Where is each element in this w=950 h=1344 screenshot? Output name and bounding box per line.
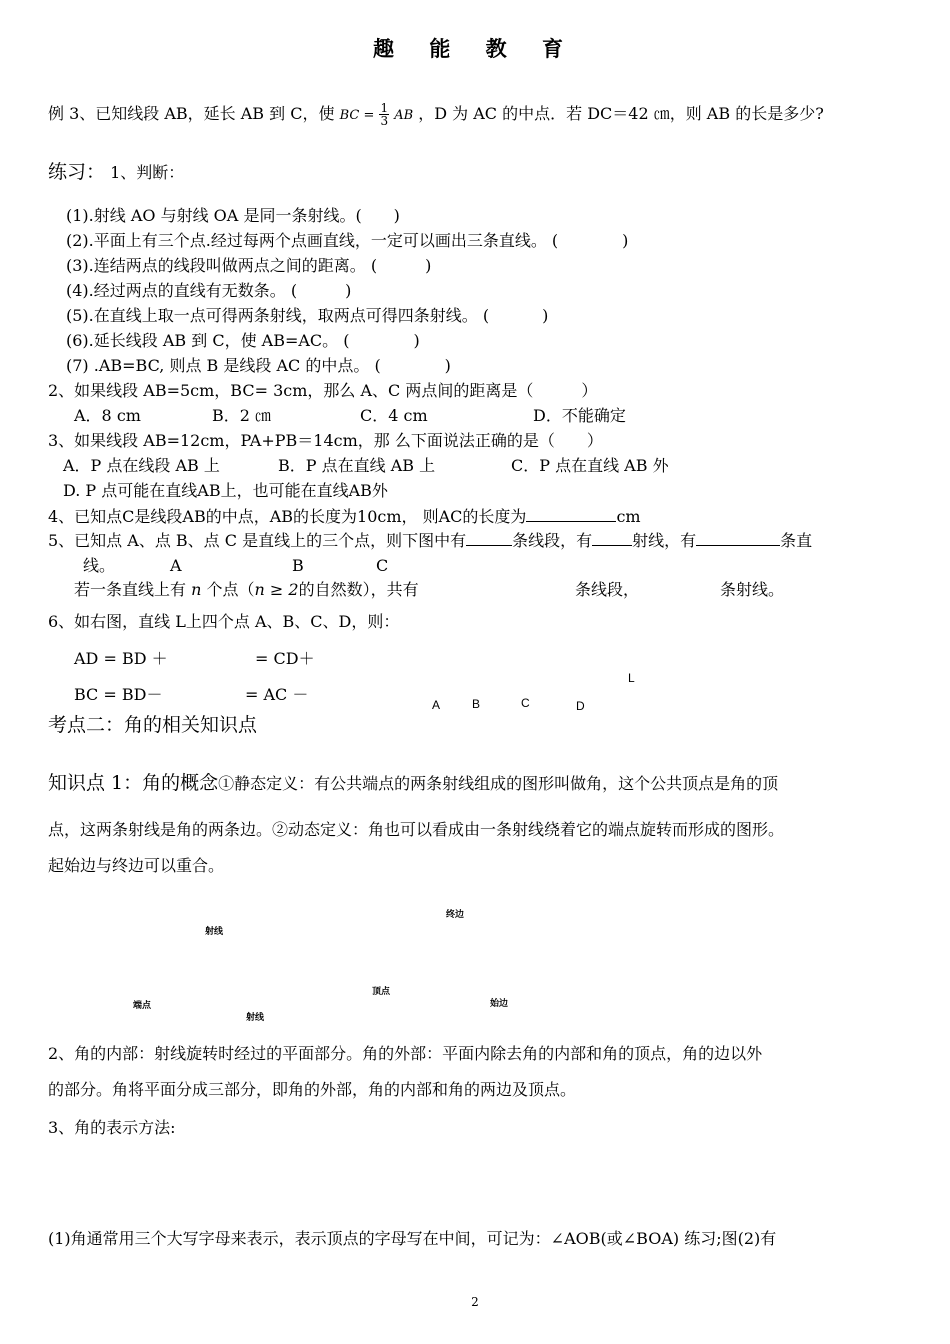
page-title: 趣 能 教 育 <box>373 36 577 61</box>
knowledge-1-line-2: 点，这两条射线是角的两条边。②动态定义：角也可以看成由一条射线绕着它的端点旋转而形成的图形。 <box>48 820 785 839</box>
q5-part-3: 射线，有 <box>632 531 697 550</box>
q6-eq-2-left: BC = BD－ <box>74 685 163 704</box>
knowledge-3-item-1: (1)角通常用三个大写字母来表示，表示顶点的字母写在中间，可记为：∠AOB(或∠BOA) 练习;图(2)有 <box>48 1229 777 1248</box>
judge-item: (7) .AB=BC, 则点 B 是线段 AC 的中点。 ( ) <box>66 356 451 375</box>
q6-eq-1-right: = CD＋ <box>255 649 315 668</box>
practice-heading-row <box>48 163 184 182</box>
q5-point-a: A <box>170 556 182 575</box>
q2-option-c: C．4 cm <box>360 406 428 425</box>
q5-line-3-c: 的自然数），共有 <box>298 580 419 599</box>
knowledge-1-text: ①静态定义：有公共端点的两条射线组成的图形叫做角，这个公共顶点是角的顶 <box>218 774 779 793</box>
q5-line-3 <box>74 582 419 598</box>
knowledge-3-heading: 3、角的表示方法: <box>48 1118 176 1137</box>
judge-item: (3).连结两点的线段叫做两点之间的距离。 ( ) <box>66 256 432 275</box>
figure-label-c: C <box>521 696 530 710</box>
example-3 <box>48 102 824 127</box>
figure-label-a: A <box>432 698 441 712</box>
figure-label-ray-bottom: 射线 <box>246 1013 265 1023</box>
figure-label-start-side: 始边 <box>490 999 509 1009</box>
judge-item: (1).射线 AO 与射线 OA 是同一条射线。( ) <box>66 206 400 225</box>
fraction-numerator: 1 <box>380 101 389 115</box>
judge-item: (5).在直线上取一点可得两条射线，取两点可得四条射线。 ( ) <box>66 306 549 325</box>
ab-label: AB <box>394 108 414 123</box>
q5-point-b: B <box>292 556 304 575</box>
q5-line-3-d: 条线段， <box>575 580 640 599</box>
q3-option-d: D. P 点可能在直线AB上，也可能在直线AB外 <box>63 481 388 500</box>
q3-option-c: C．P 点在直线 AB 外 <box>511 456 669 475</box>
judge-item: (6).延长线段 AB 到 C，使 AB=AC。 ( ) <box>66 331 420 350</box>
q2-option-a: A．8 cm <box>74 406 141 425</box>
judge-item: (2).平面上有三个点.经过每两个点画直线，一定可以画出三条直线。 ( ) <box>66 231 629 250</box>
figure-label-d: D <box>576 699 585 713</box>
question-1-label: 1、判断： <box>110 163 185 182</box>
q3-option-a: A．P 点在线段 AB 上 <box>63 456 220 475</box>
fraction-one-third <box>379 102 389 127</box>
q3-option-b: B．P 点在直线 AB 上 <box>278 456 436 475</box>
figure-label-end-side: 终边 <box>446 910 465 920</box>
example-3-prefix: 例 3、已知线段 AB，延长 AB 到 C，使 <box>48 104 335 123</box>
var-n: n <box>191 580 202 599</box>
q6-eq-2-right: = AC － <box>245 685 309 704</box>
section-2-heading: 考点二：角的相关知识点 <box>48 714 258 736</box>
q2-option-b: B．2 ㎝ <box>212 406 272 425</box>
q2-option-d: D．不能确定 <box>533 406 626 425</box>
figure-label-vertex: 顶点 <box>372 987 391 997</box>
knowledge-2-line-2: 的部分。角将平面分成三部分，即角的外部，角的内部和角的两边及顶点。 <box>48 1080 577 1099</box>
answer-blank <box>466 545 512 546</box>
q5-line-3-a: 若一条直线上有 <box>74 580 187 599</box>
fraction-denominator: 3 <box>380 114 389 128</box>
figure-label-b: B <box>472 697 481 711</box>
q6-eq-1-left: AD = BD ＋ <box>74 649 168 668</box>
q4-text: 4、已知点C是线段AB的中点，AB的长度为10cm， 则AC的长度为 <box>48 507 527 526</box>
bc-label: BC = <box>339 108 375 123</box>
q5-part-2: 条线段，有 <box>512 531 593 550</box>
condition-n-ge-2: n ≥ 2 <box>254 580 299 599</box>
knowledge-1-line-1 <box>48 774 778 793</box>
answer-blank <box>526 521 616 522</box>
knowledge-1-title: 知识点 1：角的概念 <box>48 772 219 794</box>
q5-line-3-b: 个点（ <box>206 580 255 599</box>
question-5 <box>48 533 812 549</box>
answer-blank <box>592 545 632 546</box>
practice-heading: 练习： <box>48 161 106 183</box>
q4-unit: cm <box>616 507 641 526</box>
example-3-suffix: ，D 为 AC 的中点．若 DC＝42 ㎝，则 AB 的长是多少? <box>418 104 824 123</box>
knowledge-1-line-3: 起始边与终边可以重合。 <box>48 856 225 875</box>
question-3: 3、如果线段 AB=12cm，PA+PB＝14cm，那 么下面说法正确的是（ ） <box>48 431 603 450</box>
q5-part-1: 5、已知点 A、点 B、点 C 是直线上的三个点，则下图中有 <box>48 531 467 550</box>
q5-line-2-start: 线。 <box>83 556 116 575</box>
question-4 <box>48 509 641 525</box>
question-2: 2、如果线段 AB=5cm，BC= 3cm，那么 A、C 两点间的距离是（ ） <box>48 381 598 400</box>
answer-blank <box>696 545 780 546</box>
figure-label-endpoint: 端点 <box>133 1001 152 1011</box>
judge-item: (4).经过两点的直线有无数条。 ( ) <box>66 281 352 300</box>
q5-part-4: 条直 <box>780 531 813 550</box>
figure-label-line-l: L <box>628 671 635 685</box>
figure-label-ray-top: 射线 <box>205 927 224 937</box>
knowledge-2-line-1: 2、角的内部：射线旋转时经过的平面部分。角的外部：平面内除去角的内部和角的顶点，角的边以外 <box>48 1044 763 1063</box>
q5-point-c: C <box>376 556 389 575</box>
question-6: 6、如右图，直线 L上四个点 A、B、C、D，则： <box>48 612 400 631</box>
q5-line-3-e: 条射线。 <box>720 580 785 599</box>
page-number: 2 <box>471 1295 479 1309</box>
